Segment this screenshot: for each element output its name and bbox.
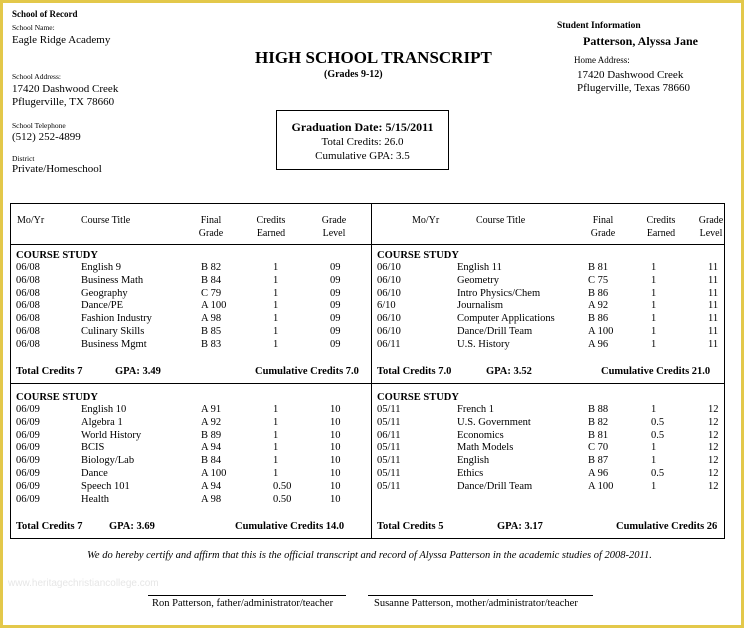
course-course: World History <box>81 429 142 441</box>
student-info-header: Student Information <box>557 21 641 31</box>
section-gpa: GPA: 3.52 <box>486 366 532 377</box>
course-credits: 1 <box>273 404 279 415</box>
course-grade: B 86 <box>588 313 609 325</box>
course-course: Business Mgmt <box>81 338 147 350</box>
signature-line-right <box>368 595 593 596</box>
section-cumulative: Cumulative Credits 14.0 <box>235 521 345 532</box>
course-course: Health <box>81 493 109 505</box>
course-grade: A 94 <box>201 442 222 454</box>
col-course-left: Course Title <box>81 215 131 226</box>
course-level: 12 <box>708 404 719 415</box>
graduation-summary-box <box>276 110 449 170</box>
district: Private/Homeschool <box>12 163 102 175</box>
signature-right: Susanne Patterson, mother/administrator/teacher <box>374 598 578 609</box>
course-level: 10 <box>330 480 341 492</box>
district-label: District <box>12 154 35 163</box>
course-level: 10 <box>330 429 341 441</box>
course-row <box>372 275 722 288</box>
course-level: 11 <box>708 274 719 286</box>
col-course-right: Course Title <box>476 215 526 226</box>
course-credits: 1 <box>273 442 279 454</box>
course-credits: 1 <box>651 300 657 312</box>
course-course: Math Models <box>457 442 514 454</box>
course-row <box>11 494 361 507</box>
course-level: 11 <box>708 262 719 273</box>
section-gpa: GPA: 3.17 <box>497 521 543 532</box>
course-row <box>372 481 722 494</box>
course-level: 11 <box>708 326 719 337</box>
section-title: COURSE STUDY <box>377 250 459 261</box>
course-credits: 1 <box>273 300 279 312</box>
course-credits: 1 <box>651 262 657 273</box>
section-divider <box>11 383 724 384</box>
course-date: 05/11 <box>377 442 401 454</box>
course-date: 05/11 <box>377 468 401 479</box>
section-title: COURSE STUDY <box>16 392 98 403</box>
course-course: Journalism <box>457 300 504 312</box>
signature-left: Ron Patterson, father/administrator/teacher <box>152 598 334 609</box>
course-credits: 1 <box>651 287 657 299</box>
course-date: 05/11 <box>377 455 401 467</box>
course-date: 06/09 <box>16 429 40 441</box>
course-level: 09 <box>330 326 341 337</box>
course-level: 10 <box>330 404 341 415</box>
course-row <box>372 262 722 275</box>
student-name: Patterson, Alyssa Jane <box>583 34 698 48</box>
course-level: 09 <box>330 262 341 273</box>
course-course: Business Math <box>81 274 144 286</box>
col-moyr-left: Mo/Yr <box>17 215 45 226</box>
course-credits: 1 <box>273 429 279 441</box>
course-credits: 1 <box>273 468 279 479</box>
course-grade: A 98 <box>201 313 222 325</box>
course-row <box>372 468 722 481</box>
course-level: 09 <box>330 338 341 350</box>
course-level: 11 <box>708 300 719 312</box>
course-course: Geometry <box>457 274 499 286</box>
course-date: 06/09 <box>16 480 40 492</box>
course-date: 06/09 <box>16 404 40 415</box>
course-grade: A 96 <box>588 468 609 479</box>
course-level: 12 <box>708 429 719 441</box>
watermark: www.heritagechristiancollege.com <box>8 578 159 589</box>
school-address-line1: 17420 Dashwood Creek <box>12 83 119 95</box>
course-date: 05/11 <box>377 416 401 428</box>
course-course: Biology/Lab <box>81 455 135 467</box>
course-row <box>372 455 722 468</box>
header-divider <box>11 244 724 245</box>
col-credits-right: Credits Earned <box>646 215 676 239</box>
course-level: 12 <box>708 468 719 479</box>
course-credits: 1 <box>651 326 657 337</box>
course-level: 09 <box>330 287 341 299</box>
course-date: 6/10 <box>377 300 396 312</box>
course-level: 11 <box>708 313 719 325</box>
course-grade: A 91 <box>201 404 222 415</box>
course-course: Geography <box>81 287 128 299</box>
course-credits: 1 <box>651 442 657 454</box>
course-credits: 0.5 <box>651 429 665 441</box>
school-phone-label: School Telephone <box>12 121 66 130</box>
course-credits: 1 <box>273 455 279 467</box>
course-row <box>11 326 361 339</box>
course-level: 10 <box>330 493 341 505</box>
course-grade: A 98 <box>201 493 222 505</box>
course-level: 11 <box>708 338 719 350</box>
course-course: Fashion Industry <box>81 313 152 325</box>
course-row <box>372 288 722 301</box>
course-course: English 10 <box>81 404 127 415</box>
course-credits: 1 <box>651 404 657 415</box>
course-row <box>11 468 361 481</box>
course-row <box>11 313 361 326</box>
course-grade: B 83 <box>201 338 222 350</box>
total-credits: Total Credits: 26.0 <box>321 136 404 148</box>
course-row <box>372 417 722 430</box>
course-credits: 0.50 <box>273 493 292 505</box>
section-total-credits: Total Credits 5 <box>377 521 444 532</box>
course-level: 10 <box>330 468 341 479</box>
course-row <box>11 300 361 313</box>
course-date: 06/10 <box>377 313 401 325</box>
course-course: English <box>457 455 490 467</box>
course-date: 06/09 <box>16 493 40 505</box>
section-total-credits: Total Credits 7.0 <box>377 366 452 377</box>
course-grade: A 96 <box>588 338 609 350</box>
course-date: 06/10 <box>377 274 401 286</box>
course-grade: A 100 <box>201 468 227 479</box>
section-gpa: GPA: 3.49 <box>115 366 161 377</box>
course-row <box>372 313 722 326</box>
course-date: 06/10 <box>377 287 401 299</box>
course-grade: C 79 <box>201 287 222 299</box>
course-level: 12 <box>708 416 719 428</box>
course-course: Dance/PE <box>81 300 123 312</box>
course-credits: 1 <box>273 287 279 299</box>
page-subtitle: (Grades 9-12) <box>324 69 383 80</box>
course-grade: B 81 <box>588 262 609 273</box>
course-grade: A 100 <box>588 326 614 337</box>
section-cumulative: Cumulative Credits 21.0 <box>601 366 711 377</box>
section-cumulative: Cumulative Credits 7.0 <box>255 366 359 377</box>
course-credits: 1 <box>651 274 657 286</box>
course-table <box>10 203 725 539</box>
course-course: Algebra 1 <box>81 416 123 428</box>
course-grade: C 75 <box>588 274 609 286</box>
transcript-page <box>8 6 731 616</box>
course-course: BCIS <box>81 442 105 454</box>
course-grade: A 100 <box>201 300 227 312</box>
home-address-label: Home Address: <box>574 55 630 65</box>
course-credits: 0.5 <box>651 468 665 479</box>
course-credits: 1 <box>651 338 657 350</box>
course-date: 06/09 <box>16 416 40 428</box>
course-grade: B 88 <box>588 404 609 415</box>
course-date: 06/11 <box>377 429 401 441</box>
course-grade: B 81 <box>588 429 609 441</box>
course-row <box>11 262 361 275</box>
school-name-label: School Name: <box>12 23 55 32</box>
school-name: Eagle Ridge Academy <box>12 34 111 46</box>
course-grade: C 70 <box>588 442 609 454</box>
course-row <box>372 404 722 417</box>
section-total-credits: Total Credits 7 <box>16 521 83 532</box>
course-credits: 1 <box>651 313 657 325</box>
certification-statement: We do hereby certify and affirm that this is the official transcript and record of Alyssa Patterson in the academic studies of 2008-2011. <box>87 550 652 561</box>
course-row <box>11 404 361 417</box>
school-address-label: School Address: <box>12 72 61 81</box>
home-address-line2: Pflugerville, Texas 78660 <box>577 82 690 94</box>
section-title: COURSE STUDY <box>16 250 98 261</box>
course-date: 06/08 <box>16 326 40 337</box>
course-date: 06/09 <box>16 468 40 479</box>
graduation-date: Graduation Date: 5/15/2011 <box>291 120 434 134</box>
course-credits: 1 <box>273 313 279 325</box>
col-credits-left: Credits Earned <box>256 215 286 239</box>
course-level: 09 <box>330 300 341 312</box>
course-course: Intro Physics/Chem <box>457 287 541 299</box>
course-grade: B 82 <box>201 262 222 273</box>
course-row <box>11 417 361 430</box>
course-course: Speech 101 <box>81 480 130 492</box>
course-course: French 1 <box>457 404 495 415</box>
course-level: 11 <box>708 287 719 299</box>
course-level: 12 <box>708 442 719 454</box>
course-date: 06/09 <box>16 455 40 467</box>
course-grade: A 92 <box>201 416 222 428</box>
course-course: Economics <box>457 429 504 441</box>
section-gpa: GPA: 3.69 <box>109 521 155 532</box>
course-grade: A 92 <box>588 300 609 312</box>
course-level: 10 <box>330 455 341 467</box>
course-date: 06/08 <box>16 300 40 312</box>
course-level: 09 <box>330 274 341 286</box>
course-date: 05/11 <box>377 404 401 415</box>
course-level: 12 <box>708 480 719 492</box>
course-course: Dance/Drill Team <box>457 480 533 492</box>
course-date: 05/11 <box>377 480 401 492</box>
course-row <box>11 455 361 468</box>
course-date: 06/08 <box>16 287 40 299</box>
course-credits: 1 <box>651 455 657 467</box>
course-course: Dance <box>81 468 108 479</box>
course-row <box>11 430 361 443</box>
school-phone: (512) 252-4899 <box>12 131 81 143</box>
course-credits: 1 <box>273 274 279 286</box>
page-title: HIGH SCHOOL TRANSCRIPT <box>255 48 492 67</box>
course-row <box>372 326 722 339</box>
course-level: 10 <box>330 416 341 428</box>
course-credits: 1 <box>651 480 657 492</box>
course-course: Computer Applications <box>457 313 555 325</box>
course-course: U.S. History <box>457 338 510 350</box>
course-row <box>11 339 361 352</box>
col-moyr-right: Mo/Yr <box>412 215 440 226</box>
course-course: U.S. Government <box>457 416 531 428</box>
course-grade: B 85 <box>201 326 222 337</box>
course-date: 06/11 <box>377 338 401 350</box>
section-cumulative: Cumulative Credits 26 <box>616 521 718 532</box>
section-total-credits: Total Credits 7 <box>16 366 83 377</box>
col-final-right: Final Grade <box>590 215 616 239</box>
course-row <box>11 275 361 288</box>
course-row <box>372 442 722 455</box>
course-grade: A 100 <box>588 480 614 492</box>
col-grade-right: Grade Level <box>698 215 724 239</box>
course-course: Dance/Drill Team <box>457 326 533 337</box>
course-grade: B 84 <box>201 455 222 467</box>
home-address-line1: 17420 Dashwood Creek <box>577 69 684 81</box>
course-credits: 1 <box>273 416 279 428</box>
col-final-left: Final Grade <box>198 215 224 239</box>
course-grade: A 94 <box>201 480 222 492</box>
course-row <box>372 300 722 313</box>
course-date: 06/08 <box>16 274 40 286</box>
course-date: 06/10 <box>377 262 401 273</box>
cumulative-gpa: Cumulative GPA: 3.5 <box>315 150 410 162</box>
section-title: COURSE STUDY <box>377 392 459 403</box>
course-grade: B 86 <box>588 287 609 299</box>
course-level: 09 <box>330 313 341 325</box>
col-grade-left: Grade Level <box>321 215 347 239</box>
course-grade: B 82 <box>588 416 609 428</box>
school-address-line2: Pflugerville, TX 78660 <box>12 96 115 108</box>
course-level: 10 <box>330 442 341 454</box>
course-level: 12 <box>708 455 719 467</box>
course-row <box>11 288 361 301</box>
course-grade: B 89 <box>201 429 222 441</box>
course-grade: B 84 <box>201 274 222 286</box>
course-course: English 9 <box>81 262 121 273</box>
course-date: 06/08 <box>16 262 40 273</box>
course-course: Ethics <box>457 468 484 479</box>
course-credits: 1 <box>273 262 279 273</box>
course-date: 06/09 <box>16 442 40 454</box>
course-date: 06/08 <box>16 313 40 325</box>
course-row <box>11 442 361 455</box>
course-course: Culinary Skills <box>81 326 145 337</box>
course-credits: 0.5 <box>651 416 665 428</box>
course-credits: 1 <box>273 326 279 337</box>
course-credits: 0.50 <box>273 480 292 492</box>
course-row <box>11 481 361 494</box>
course-credits: 1 <box>273 338 279 350</box>
course-row <box>372 339 722 352</box>
course-course: English 11 <box>457 262 502 273</box>
school-of-record-header: School of Record <box>12 9 78 19</box>
course-date: 06/10 <box>377 326 401 337</box>
signature-line-left <box>148 595 346 596</box>
course-row <box>372 430 722 443</box>
course-date: 06/08 <box>16 338 40 350</box>
course-grade: B 87 <box>588 455 609 467</box>
